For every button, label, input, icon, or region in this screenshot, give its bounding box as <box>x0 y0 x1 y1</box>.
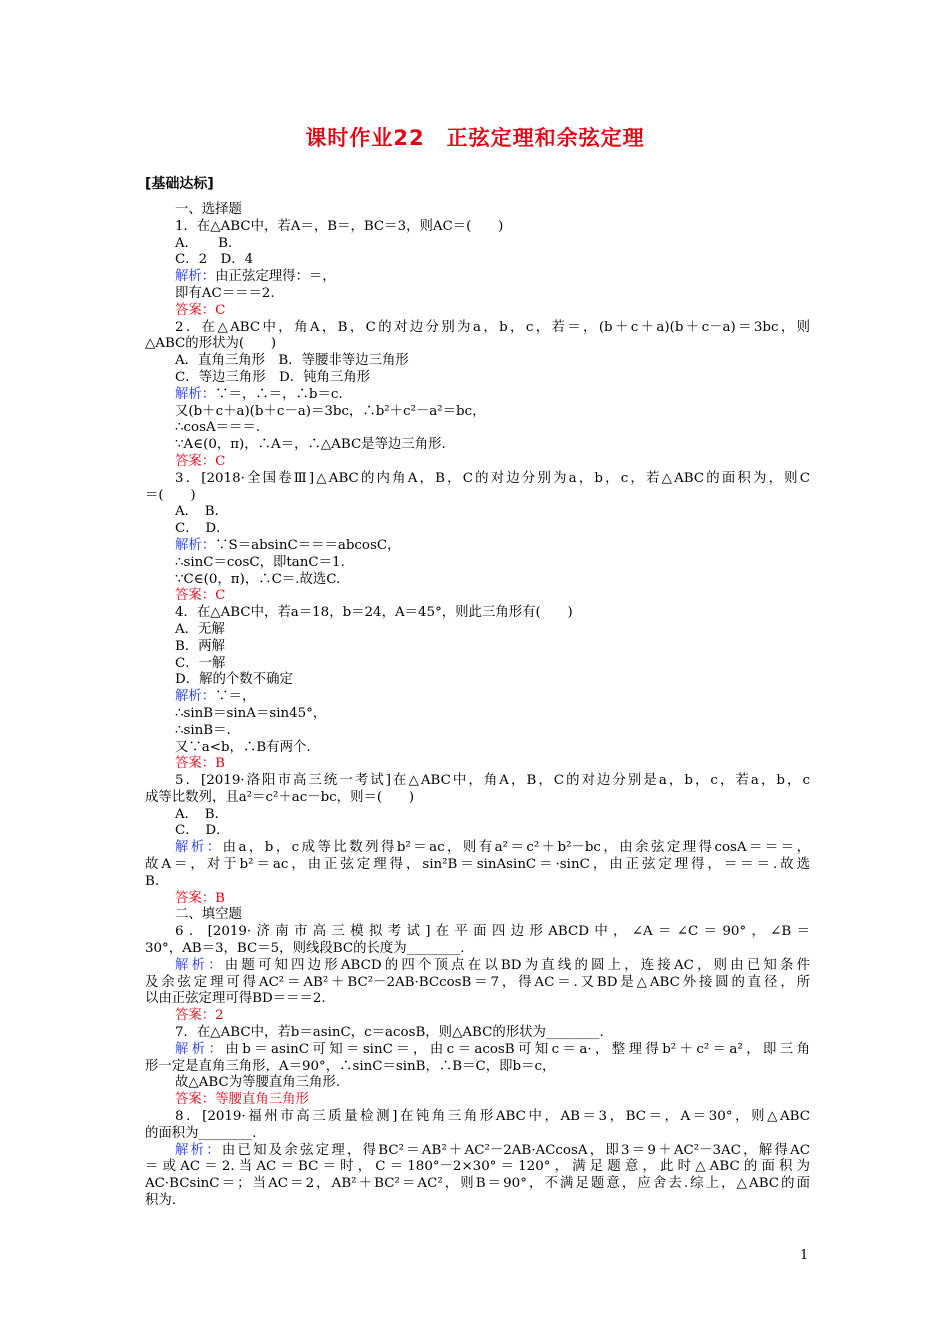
analysis-label: 解析： <box>175 957 225 973</box>
text-line: ∵A∈(0，π)，∴A＝，∴△ABC是等边三角形. <box>175 437 446 453</box>
analysis-label: 解析： <box>175 1142 222 1158</box>
text-line: ∴cosA＝＝＝. <box>175 420 261 436</box>
analysis-label: 解析： <box>175 1041 226 1057</box>
text-line: 成等比数列，且a²＝c²＋ac－bc，则＝( ) <box>145 789 415 805</box>
text-line <box>145 1143 810 1160</box>
text-line <box>145 689 810 706</box>
answer-label: 答案： <box>175 588 216 604</box>
text-line <box>145 588 810 605</box>
text-line <box>145 1042 810 1059</box>
text-line: A． B． <box>175 235 242 251</box>
text-line: 又∵a<b，∴B有两个. <box>175 739 311 755</box>
text-line: C． D． <box>175 823 230 839</box>
text-line: 积为. <box>145 1193 177 1209</box>
page-title: 课时作业22 正弦定理和余弦定理 <box>305 126 645 150</box>
line-content: 由题可知四边形ABCD的四个顶点在以BD为直线的圆上，连接AC，则由已知条件 <box>224 957 811 973</box>
text-line: ＝( ) <box>145 487 196 503</box>
text-line: 及余弦定理可得AC²＝AB²＋BC²－2AB·BCcosB＝7，得AC＝.又BD是△ABC外接圆的直径，所 <box>145 974 810 990</box>
text-line <box>145 958 810 975</box>
text-line: A．无解 <box>175 621 225 637</box>
text-line: 一、选择题 <box>175 202 242 217</box>
analysis-label: 解析： <box>175 537 216 553</box>
document-body <box>145 202 810 1210</box>
text-line <box>145 538 810 555</box>
text-line: ∴sinB＝. <box>175 722 231 738</box>
text-line <box>145 269 810 286</box>
text-line: C．2 D．4 <box>175 252 254 268</box>
text-line: △ABC的形状为( ) <box>145 336 277 352</box>
text-line: C．等边三角形 D．钝角三角形 <box>175 369 371 385</box>
text-line <box>145 756 810 773</box>
text-line <box>145 1092 810 1109</box>
text-line: 即有AC＝＝＝2. <box>175 285 275 301</box>
line-content: B <box>215 756 226 772</box>
answer-label: 答案： <box>175 1092 216 1108</box>
text-line <box>145 303 810 320</box>
line-content: 2 <box>215 1008 224 1024</box>
line-content: 由已知及余弦定理，得BC²＝AB²＋AC²－2AB·ACcosA，即3＝9＋AC²－3AC，解得AC <box>221 1142 810 1158</box>
line-content: 由正弦定理得：＝， <box>215 269 336 285</box>
text-line: 故△ABC为等腰直角三角形. <box>175 1075 341 1091</box>
text-line: A． B． <box>175 806 228 822</box>
text-line: 形一定是直角三角形，A＝90°，∴sinC＝sinB，∴B＝C，即b＝c， <box>145 1058 556 1074</box>
text-line <box>145 840 810 857</box>
text-line: AC·BCsinC＝；当AC＝2，AB²＋BC²＝AC²，则B＝90°，不满足题意，应舍去.综上，△ABC的面 <box>145 1176 810 1192</box>
answer-label: 答案： <box>175 1008 216 1024</box>
analysis-label: 解析： <box>175 840 223 856</box>
answer-label: 答案： <box>175 756 216 772</box>
text-line: 二、填空题 <box>175 907 242 923</box>
text-line: B．两解 <box>175 638 226 654</box>
line-content: C <box>215 588 226 604</box>
text-line <box>145 891 810 908</box>
line-content: C <box>215 302 226 318</box>
line-content: B <box>215 890 226 906</box>
page-number: 1 <box>800 1248 809 1263</box>
text-line: 4．在△ABC中，若a＝18，b＝24，A＝45°，则此三角形有( ) <box>175 605 573 621</box>
text-line: B. <box>145 873 160 889</box>
line-content: C <box>215 453 226 469</box>
text-line: 6．[2019·济南市高三模拟考试]在平面四边形ABCD中，∠A＝∠C＝90°，∠B＝ <box>175 924 810 940</box>
text-line: D．解的个数不确定 <box>175 672 293 688</box>
text-line <box>145 387 810 404</box>
text-line: 2．在△ABC中，角A，B，C的对边分别为a，b，c，若＝，(b＋c＋a)(b＋c－a)＝3bc，则 <box>175 319 810 335</box>
analysis-label: 解析： <box>175 689 216 705</box>
text-line: 1．在△ABC中，若A＝，B＝，BC＝3，则AC＝( ) <box>175 218 504 234</box>
line-content: ∵S＝absinC＝＝＝abcosC， <box>215 537 401 553</box>
text-line: 3．[2018·全国卷Ⅲ]△ABC的内角A，B，C的对边分别为a，b，c，若△ABC的面积为，则C <box>175 470 810 486</box>
text-line: 30°，AB＝3，BC＝5，则线段BC的长度为________. <box>145 941 465 957</box>
text-line <box>145 454 810 471</box>
section-heading: [基础达标] <box>145 176 214 192</box>
answer-label: 答案： <box>175 453 216 469</box>
text-line <box>145 1008 810 1025</box>
text-line: A．直角三角形 B．等腰非等边三角形 <box>175 353 409 369</box>
line-content: 等腰直角三角形 <box>215 1092 309 1108</box>
text-line: ∵C∈(0，π)，∴C＝.故选C. <box>175 571 341 587</box>
text-line: ∴sinB＝sinA＝sin45°， <box>175 705 327 721</box>
text-line: 故A＝，对于b²＝ac，由正弦定理得，sin²B＝sinAsinC＝·sinC，由正弦定理得，＝＝＝.故选 <box>145 857 810 873</box>
line-content: ∵＝，∴＝，∴b＝c. <box>215 386 343 402</box>
text-line: ∴sinC＝cosC，即tanC＝1. <box>175 554 345 570</box>
analysis-label: 解析： <box>175 386 216 402</box>
text-line: ＝或AC＝2.当AC＝BC＝时，C＝180°－2×30°＝120°，满足题意，此时△ABC的面积为 <box>145 1159 810 1175</box>
text-line: 的面积为________. <box>145 1125 257 1141</box>
text-line: 7．在△ABC中，若b＝asinC，c＝acosB，则△ABC的形状为________. <box>175 1025 604 1041</box>
analysis-label: 解析： <box>175 269 216 285</box>
text-line: 以由正弦定理可得BD＝＝＝2. <box>145 991 326 1007</box>
line-content: 由b＝asinC可知＝sinC＝，由c＝acosB可知c＝a·，整理得b²＋c²＝a²，即三角 <box>225 1041 810 1057</box>
line-content: 由a，b，c成等比数列得b²＝ac，则有a²＝c²＋b²－bc，由余弦定理得cosA＝＝＝， <box>222 840 811 856</box>
text-line: 5．[2019·洛阳市高三统一考试]在△ABC中，角A，B，C的对边分别是a，b，c，若a，b，c <box>175 773 810 789</box>
text-line: A． B． <box>175 504 228 520</box>
text-line: C．一解 <box>175 655 226 671</box>
text-line: 又(b＋c＋a)(b＋c－a)＝3bc，∴b²＋c²－a²＝bc， <box>175 403 486 419</box>
answer-label: 答案： <box>175 302 216 318</box>
text-line: 8．[2019·福州市高三质量检测]在钝角三角形ABC中，AB＝3，BC＝，A＝30°，则△ABC <box>175 1109 810 1125</box>
line-content: ∵＝， <box>215 689 256 705</box>
answer-label: 答案： <box>175 890 216 906</box>
text-line: C． D． <box>175 521 230 537</box>
